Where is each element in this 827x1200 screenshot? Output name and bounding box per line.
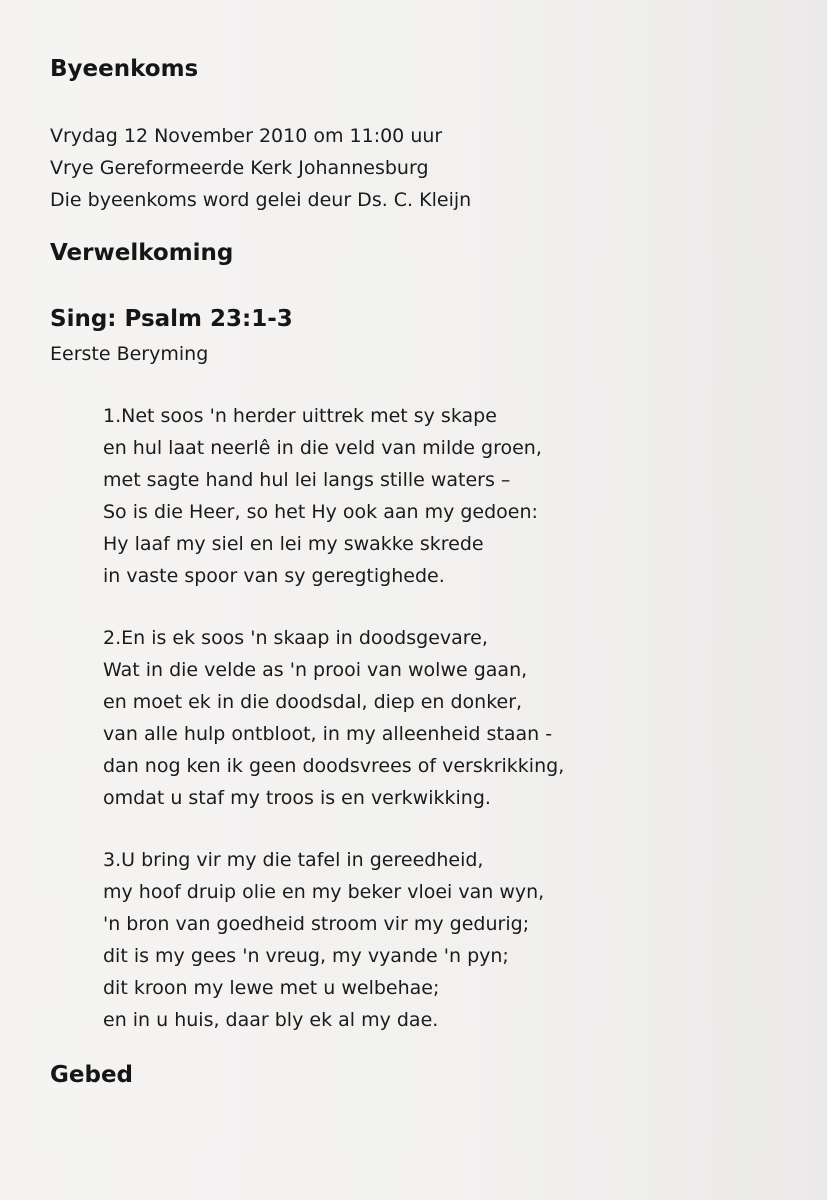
stanza-line: 1.Net soos 'n herder uittrek met sy skape bbox=[103, 405, 497, 427]
stanza-line: my hoof druip olie en my beker vloei van wyn, bbox=[103, 881, 545, 903]
heading-sing: Sing: Psalm 23:1-3 bbox=[50, 306, 293, 332]
service-details bbox=[50, 120, 471, 216]
psalm-stanza-1 bbox=[103, 400, 542, 592]
heading-gebed: Gebed bbox=[50, 1062, 134, 1088]
stanza-line: met sagte hand hul lei langs stille waters – bbox=[103, 469, 511, 491]
stanza-line: Hy laaf my siel en lei my swakke skrede bbox=[103, 533, 484, 555]
heading-byeenkoms: Byeenkoms bbox=[50, 56, 199, 82]
stanza-line: in vaste spoor van sy geregtighede. bbox=[103, 565, 445, 587]
psalm-stanza-3 bbox=[103, 844, 544, 1036]
stanza-line: 2.En is ek soos 'n skaap in doodsgevare, bbox=[103, 627, 488, 649]
service-church: Vrye Gereformeerde Kerk Johannesburg bbox=[50, 157, 429, 179]
stanza-line: en hul laat neerlê in die veld van milde groen, bbox=[103, 437, 542, 459]
stanza-line: dit kroon my lewe met u welbehae; bbox=[103, 977, 440, 999]
heading-verwelkoming: Verwelkoming bbox=[50, 240, 234, 266]
stanza-line: dan nog ken ik geen doodsvrees of verskrikking, bbox=[103, 755, 565, 777]
psalm-stanza-2 bbox=[103, 622, 564, 814]
stanza-line: en moet ek in die doodsdal, diep en donker, bbox=[103, 691, 523, 713]
psalm-version-subtitle: Eerste Beryming bbox=[50, 343, 209, 365]
stanza-line: omdat u staf my troos is en verkwikking. bbox=[103, 787, 491, 809]
stanza-line: Wat in die velde as 'n prooi van wolwe gaan, bbox=[103, 659, 528, 681]
stanza-line: 3.U bring vir my die tafel in gereedheid, bbox=[103, 849, 484, 871]
service-leader: Die byeenkoms word gelei deur Ds. C. Kleijn bbox=[50, 189, 472, 211]
stanza-line: en in u huis, daar bly ek al my dae. bbox=[103, 1009, 439, 1031]
stanza-line: van alle hulp ontbloot, in my alleenheid staan - bbox=[103, 723, 553, 745]
stanza-line: So is die Heer, so het Hy ook aan my gedoen: bbox=[103, 501, 538, 523]
service-date-time: Vrydag 12 November 2010 om 11:00 uur bbox=[50, 125, 443, 147]
stanza-line: 'n bron van goedheid stroom vir my gedurig; bbox=[103, 913, 530, 935]
stanza-line: dit is my gees 'n vreug, my vyande 'n pyn; bbox=[103, 945, 509, 967]
